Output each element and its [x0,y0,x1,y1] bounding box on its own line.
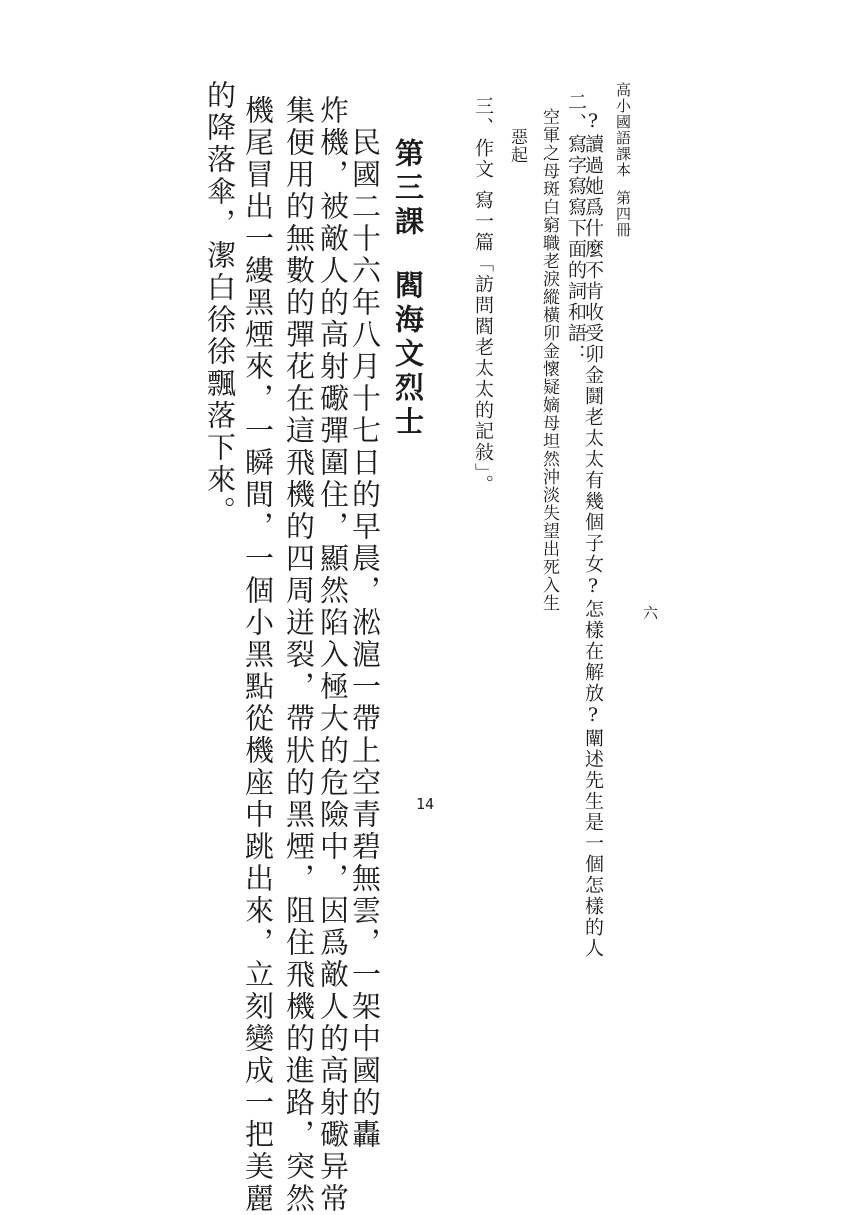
word-item: 沖淡 [539,468,559,504]
volume-label: 第四冊 [614,190,632,238]
body-line: 民國二十六年八月十七日的早晨，淞滬一帶上空青碧無雲，一架中國的轟 [348,127,382,1151]
section-3-text: 寫一篇「訪問閻老太太的記敍」。 [472,190,494,496]
word-item: 空軍之母 [539,108,559,180]
running-header [615,82,630,238]
review-question: ?讀過她爲什麼不肯收受卯金鬪老太太有幾個子女?怎樣在解放?闡述先生是一個怎樣的人 [582,110,604,959]
section-2-instruction: 寫寫下面的詞和語： [565,176,587,365]
word-item: 老淚縱橫 [539,252,559,324]
section-2-heading [566,92,585,365]
body-line: 炸機，被敵人的高射礮彈圍住，顯然陷入極大的危險中，因爲敵人的高射礮异常 [316,95,350,1215]
word-list [540,108,557,612]
word-item: 出死入生 [539,540,559,612]
word-item: 嫡母 [539,396,559,432]
word-item: 卯金 [539,324,559,360]
word-item: 失望 [539,504,559,540]
word-item: 斑白 [539,180,559,216]
section-3-heading [473,96,492,496]
lesson-title [391,138,425,440]
page-number: 14 [415,795,435,813]
section-3-label: 三、作文 [472,96,494,180]
lesson-number: 第三課 [391,138,425,240]
body-line: 機尾冒出一縷黑煙來，一瞬間，一個小黑點從機座中跳出來，立刻變成一把美麗 [241,95,275,1215]
lesson-name: 閻海文烈士 [391,270,425,440]
body-line: 的降落傘，潔白徐徐飄落下來。 [203,80,237,528]
body-line: 集便用的無數的彈花在這飛機的四周迸裂，帶狀的黑煙，阻住飛機的進路，突然 [282,95,316,1215]
book-title: 高小國語課本 [614,82,632,178]
word-item: 坦然 [539,432,559,468]
word-item: 窮職 [539,216,559,252]
word-item-extra: 惡起 [507,128,527,164]
side-page-number: 六 [641,605,659,621]
word-item: 懷疑 [539,360,559,396]
section-2-label: 二、寫字 [565,92,587,176]
